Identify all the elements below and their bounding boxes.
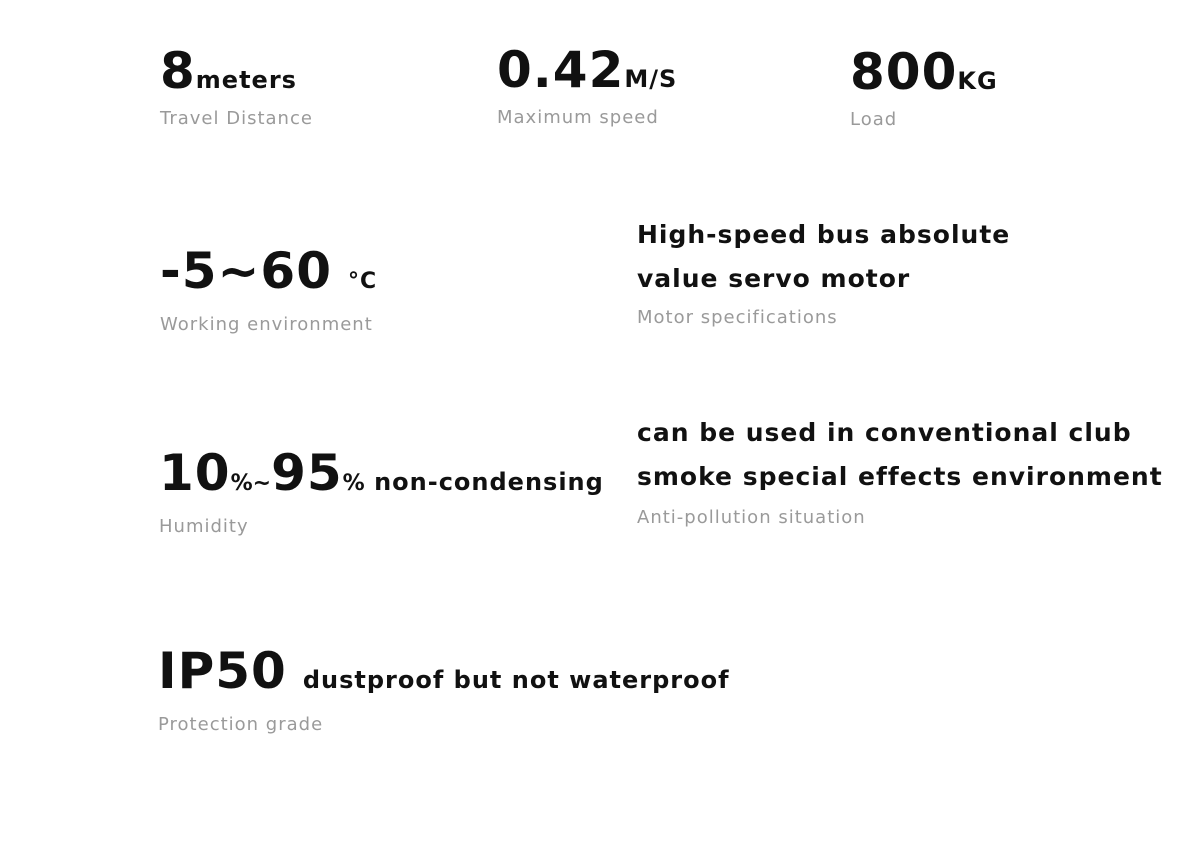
spec-anti-pollution [637,411,1163,528]
humidity-range-separator: %~ [230,471,272,496]
load-label: Load [850,109,898,130]
load-value: 800 [850,43,958,101]
load-unit: KG [957,67,998,95]
protection-description: dustproof but not waterproof [302,666,730,694]
spec-load [850,43,998,130]
protection-label: Protection grade [158,714,324,735]
travel-distance-value: 8 [160,42,196,100]
spec-working-environment [160,242,378,335]
temperature-unit: °C [348,269,378,294]
temperature-label: Working environment [160,314,373,335]
humidity-percent: % [342,471,365,496]
spec-motor [637,213,1010,328]
spec-value-line [497,41,678,99]
motor-label: Motor specifications [637,307,838,328]
maximum-speed-unit: M/S [624,65,678,93]
travel-distance-unit: meters [195,66,297,94]
spec-value-line [160,42,313,100]
pollution-line-1: can be used in conventional club [637,418,1132,447]
spec-protection-grade [158,642,730,735]
humidity-low-value: 10 [159,444,231,502]
maximum-speed-label: Maximum speed [497,107,659,128]
motor-line-1: High-speed bus absolute [637,220,1011,249]
spec-value-line [160,242,378,300]
spec-value-line [850,43,998,101]
protection-value: IP50 [158,642,287,700]
humidity-label: Humidity [159,516,249,537]
pollution-line-2: smoke special effects environment [637,462,1163,491]
maximum-speed-value: 0.42 [497,41,625,99]
spec-maximum-speed [497,41,678,128]
motor-line-2: value servo motor [637,264,911,293]
spec-travel-distance [160,42,313,129]
humidity-description: non-condensing [364,468,604,496]
humidity-high-value: 95 [271,444,343,502]
travel-distance-label: Travel Distance [160,108,313,129]
spec-value-line [159,444,604,502]
spec-humidity [159,444,604,537]
temperature-value: -5~60 [160,242,333,300]
spec-value-line [158,642,730,700]
pollution-label: Anti-pollution situation [637,507,866,528]
